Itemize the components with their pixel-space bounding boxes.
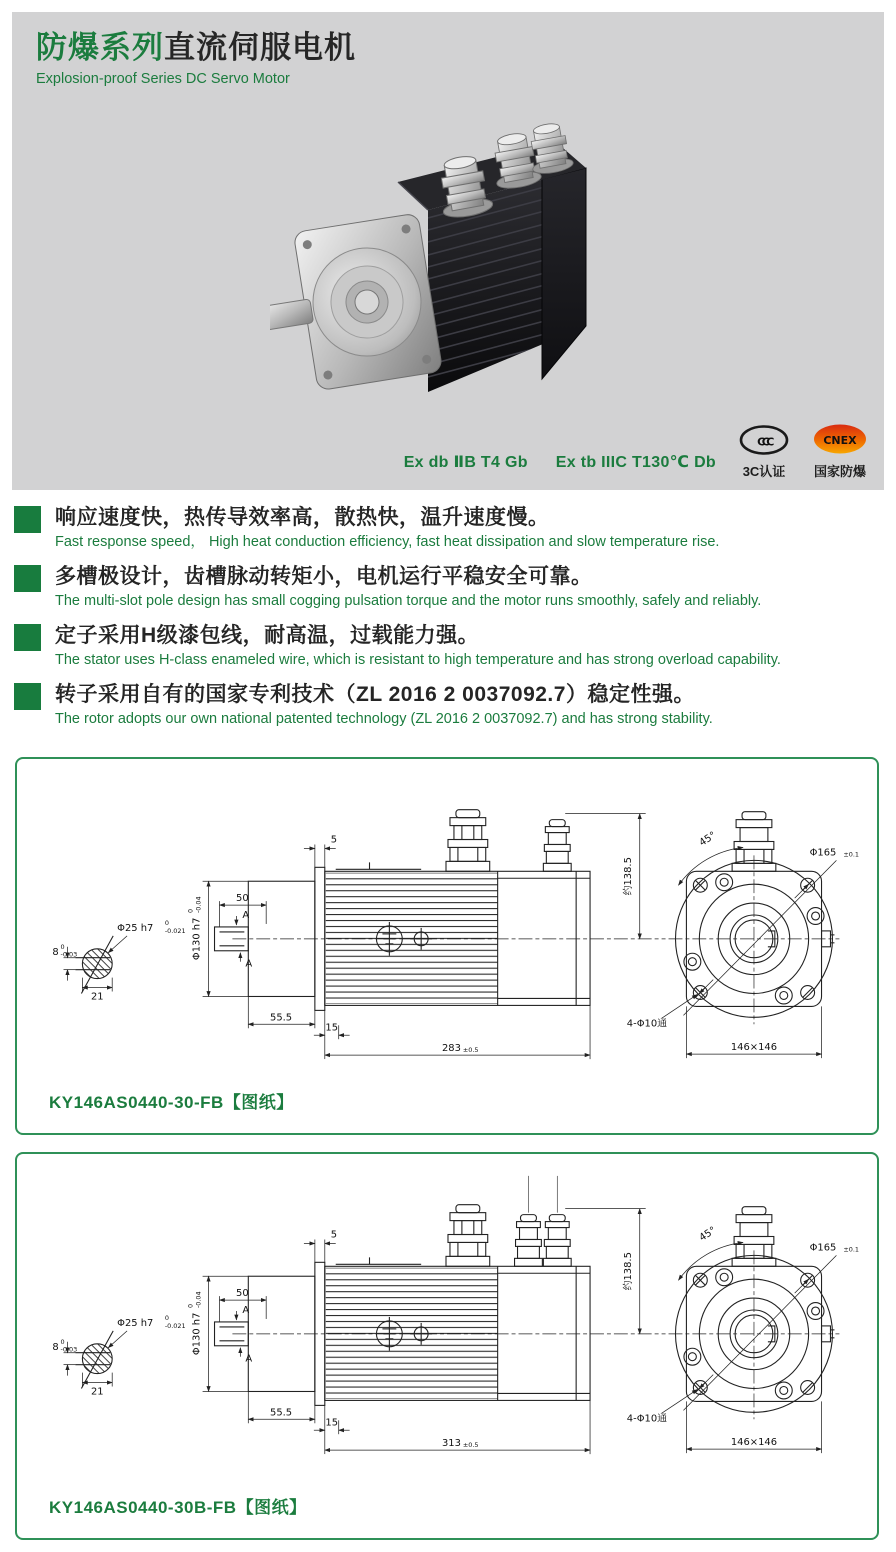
dim-shaft-dia: Φ25 h7 [117,922,154,934]
side-view [215,810,591,1011]
motor-image [270,90,640,420]
dim-key-len: 50 [236,1288,249,1300]
dim-flange-thickness: 5 [330,1229,338,1241]
dim-holes: 4-Φ10通 [626,1018,668,1030]
certification-row [404,423,868,486]
dim-key-width: 8 [52,1341,59,1353]
dim-holes: 4-Φ10通 [626,1413,668,1425]
shaft-section-view [75,1331,113,1389]
dim-shaft-tol-top: 0 [164,1313,169,1322]
cnex-label: 国家防爆 [813,464,866,479]
dim-flange-thickness: 5 [330,834,338,846]
section-mark-a1: A [242,909,250,921]
shaft-section-view [75,936,113,994]
dim-foot: 15 [325,1417,339,1429]
ccc-certification [738,425,790,486]
dim-pilot-tol-bot: -0.04 [194,896,203,914]
dim-flange-square: 146×146 [730,1042,778,1054]
feature-en: The multi-slot pole design has small cogging pulsation torque and the motor runs smoothly, safely and reliably. [55,593,762,609]
dim-key-len: 50 [236,893,249,905]
product-photo [270,90,640,420]
dim-flange-dia: Φ165 [809,1242,837,1254]
dim-pilot-dia: Φ130 h7 [191,1312,203,1356]
dim-foot: 15 [325,1022,339,1034]
dim-shaft-tol-bot: -0.021 [164,1321,186,1330]
dim-height: 约138.5 [622,1252,634,1291]
dim-pilot-tol-top: 0 [186,908,195,914]
ex-marking-2: Ex tb IIIC T130℃ Db [555,454,716,471]
ccc-logo-text: CCC [757,435,771,449]
feature-zh: 响应速度快，热传导效率高，散热快，温升速度慢。 [55,506,550,529]
dim-key-tol-bot: -0.03 [60,1345,78,1354]
cnex-icon [812,423,868,459]
bullet-square-icon [14,683,41,710]
bullet-square-icon [14,624,41,651]
dim-height: 约138.5 [622,857,634,896]
dim-key-section: 21 [90,1386,104,1398]
feature-item [12,622,884,670]
cnex-logo-text: CNEX [823,434,857,447]
dim-total-tol: ±0.5 [462,1441,479,1450]
dim-shaft-tol-bot: -0.021 [164,926,186,935]
motor-flange [270,213,443,399]
feature-zh: 转子采用自有的国家专利技术（ZL 2016 2 0037092.7）稳定性强。 [55,683,695,706]
cable-gland-side-2 [543,820,571,872]
page-title [36,30,356,66]
dim-flange-dia-tol: ±0.1 [843,850,860,859]
ccc-icon [738,425,790,459]
drawing-panel-2 [15,1152,879,1540]
hero-banner [12,12,884,490]
dim-total-len: 283 [441,1043,461,1055]
dim-shaft-dia: Φ25 h7 [117,1317,154,1329]
feature-list [12,504,884,740]
page-subtitle: Explosion-proof Series DC Servo Motor [36,71,290,87]
feature-zh: 定子采用H级漆包线，耐高温，过载能力强。 [55,624,480,647]
bullet-square-icon [14,506,41,533]
title-series: 防爆系列 [36,30,164,65]
section-mark-a1: A [242,1304,250,1316]
feature-en: The rotor adopts our own national patented technology (ZL 2016 2 0037092.7) and has strong stability. [55,711,713,727]
dim-flange-dia: Φ165 [809,847,837,859]
dim-key-tol-bot: -0.03 [60,950,78,959]
page-header [36,30,356,87]
feature-zh: 多槽极设计，齿槽脉动转矩小，电机运行平稳安全可靠。 [55,565,593,588]
dim-total-len: 313 [441,1438,461,1450]
dim-front-len: 55.5 [270,1407,293,1419]
dim-key-section: 21 [90,991,104,1003]
feature-en: The stator uses H-class enameled wire, which is resistant to high temperature and has strong overload capability. [55,652,781,668]
bullet-square-icon [14,565,41,592]
cnex-certification [812,423,868,486]
dim-flange-square: 146×146 [730,1437,778,1449]
technical-drawing-1 [17,765,875,1069]
dim-flange-dia-tol: ±0.1 [843,1245,860,1254]
ex-marking-1: Ex db ⅡB T4 Gb [403,454,528,471]
technical-drawing-2 [17,1160,875,1464]
side-view [215,1176,591,1405]
dim-total-tol: ±0.5 [462,1046,479,1055]
dim-key-tol-top: 0 [60,1337,65,1346]
cable-gland-side-1 [446,810,490,872]
section-mark-a2: A [245,958,253,970]
cable-gland-side-1 [446,1205,490,1267]
feature-item [12,563,884,611]
drawing-panel-1 [15,757,879,1135]
dim-angle: 45° [697,1224,719,1244]
front-view-dims [627,830,859,1058]
section-mark-a2: A [245,1353,253,1365]
cable-gland-side-2 [515,1215,543,1267]
shaft-section-dims [52,1314,185,1398]
dim-shaft-tol-top: 0 [164,918,169,927]
ccc-label: 3C认证 [742,464,786,479]
dim-key-tol-top: 0 [60,942,65,951]
dim-pilot-tol-top: 0 [186,1303,195,1309]
feature-item [12,504,884,552]
dim-pilot-tol-bot: -0.04 [194,1291,203,1309]
shaft-section-dims [52,919,185,1003]
dim-pilot-dia: Φ130 h7 [191,917,203,961]
dim-angle: 45° [697,829,719,849]
dim-key-width: 8 [52,946,59,958]
feature-item [12,681,884,729]
ex-markings [404,452,716,486]
model-label-1: KY146AS0440-30-FB【图纸】 [49,1093,294,1112]
feature-en: Fast response speed， High heat conduction efficiency, fast heat dissipation and slow temperature rise. [55,534,720,550]
title-product: 直流伺服电机 [164,30,356,65]
front-view-dims [627,1225,859,1453]
model-label-2: KY146AS0440-30B-FB【图纸】 [49,1498,307,1517]
cable-gland-side-3 [543,1215,571,1267]
dim-front-len: 55.5 [270,1012,293,1024]
